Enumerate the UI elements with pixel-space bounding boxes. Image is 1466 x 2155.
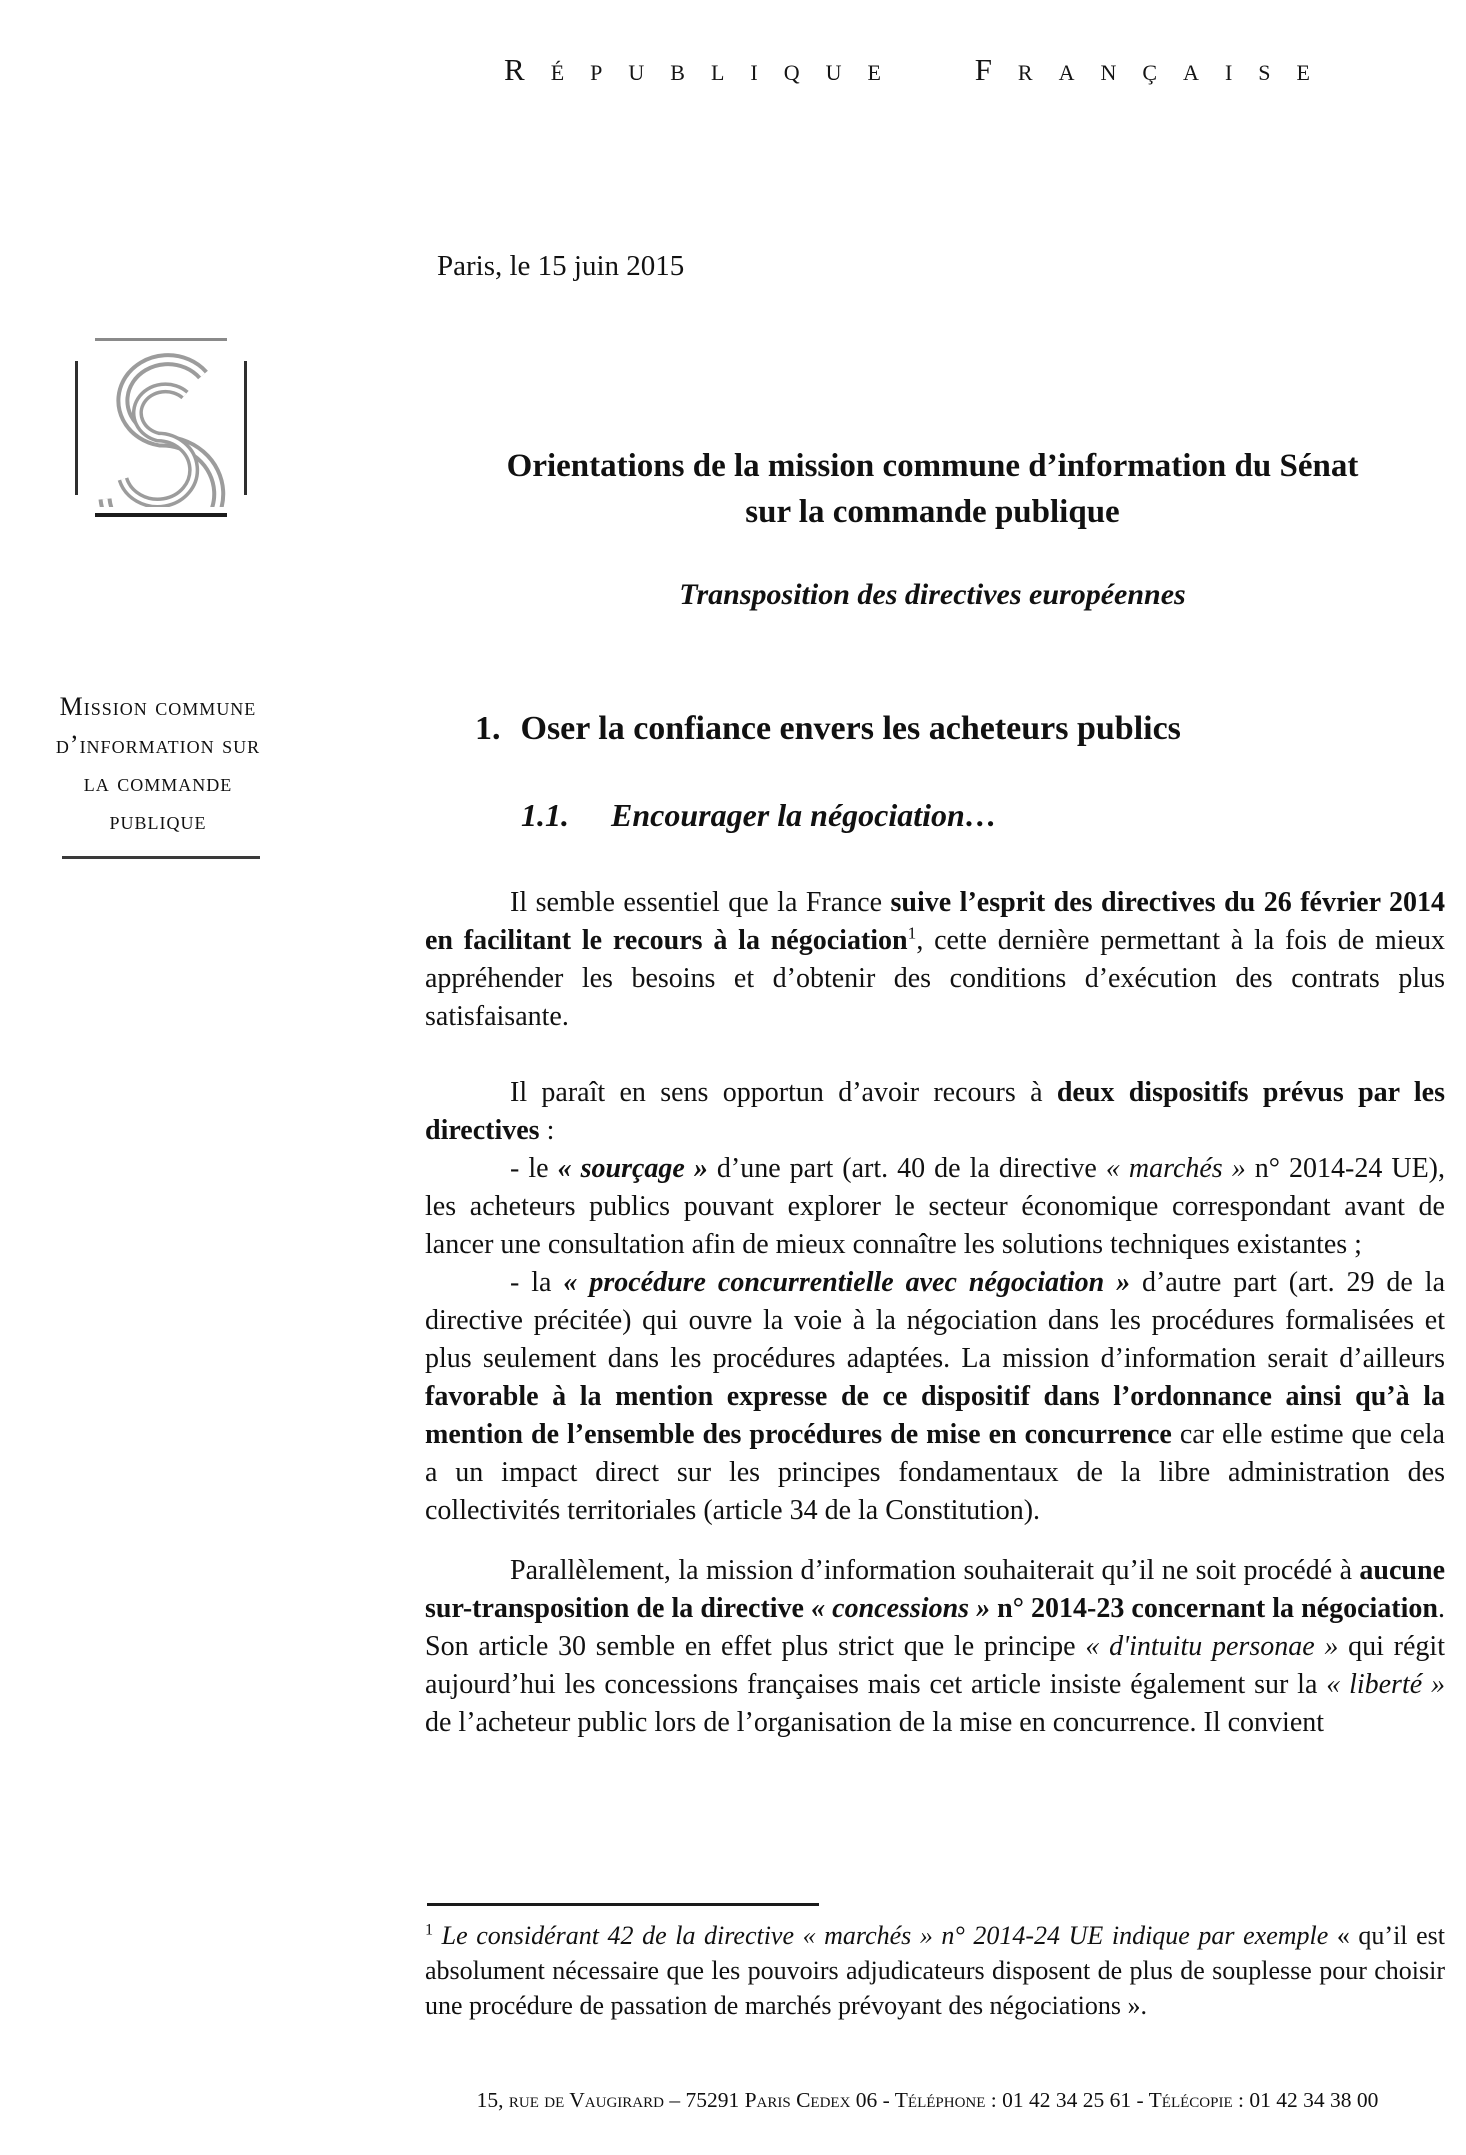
section-1-1-number: 1.1. xyxy=(521,797,569,833)
logo-left-bar xyxy=(75,361,78,495)
section-1-1-heading xyxy=(521,797,997,834)
senat-logo xyxy=(75,335,247,517)
footnote-1: $^1$ Le considérant 42 de la directive « marchés » n° 2014-24 UE indique par exemple « qu’il est absolument nécessaire que les pouvoirs adjudicateurs disposent de plus de souplesse pour choisir une procédure de passation de marchés prévoyant des négociations ». xyxy=(425,1921,1445,2020)
senat-spiral-icon xyxy=(81,347,241,507)
paragraph-2: Il paraît en sens opportun d’avoir recours à deux dispositifs prévus par les directives : xyxy=(425,1077,1446,1146)
logo-right-bar xyxy=(244,361,247,495)
paragraph-1: Il semble essentiel que la France suive l’esprit des directives du 26 février 2014 en facilitant le recours à la négociation$^1$, cette dernière permettant à la fois de mieux appréhender les besoins et d’obtenir des conditions d’exécution des contrats plus satisfaisante. xyxy=(425,887,1445,1032)
body-text-column xyxy=(425,884,1445,1742)
sidebar-caption-rule xyxy=(62,856,260,859)
footnote-separator-rule xyxy=(427,1903,819,1906)
sidebar-caption: Mission commune d’information sur la commande publique xyxy=(55,692,261,835)
paragraph-3: Parallèlement, la mission d’information souhaiterait qu’il ne soit procédé à aucune sur-transposition de la directive « concessions » n° 2014-23 concernant la négociation. Son article 30 semble en effet plus strict que le principe « d'intuitu personae » qui régit aujourd’hui les concessions françaises mais cet article insiste également sur la « liberté » de l’acheteur public lors de l’organisation de la mise en concurrence. Il convient xyxy=(425,1555,1445,1738)
footer-address: 15, rue de Vaugirard – 75291 Paris Cedex 06 - Téléphone : 01 42 34 25 61 - Télécopie : 01 42 34 38 00 xyxy=(476,2088,1379,2112)
list-item-procedure-concurrentielle: - la « procédure concurrentielle avec négociation » d’autre part (art. 29 de la directive précitée) qui ouvre la voie à la négociation dans les procédures formalisées et plus seulement dans les procédures adaptées. La mission d’information serait d’ailleurs favorable à la mention expresse de ce dispositif dans l’ordonnance ainsi qu’à la mention de l’ensemble des procédures de mise en concurrence car elle estime que cela a un impact direct sur les principes fondamentaux de la libre administration des collectivités territoriales (article 34 de la Constitution). xyxy=(425,1267,1446,1526)
letterhead-text: République Française xyxy=(504,52,1336,87)
logo-bottom-rule xyxy=(95,513,227,517)
section-1-heading xyxy=(475,710,1181,748)
section-1-1-title: Encourager la négociation… xyxy=(611,797,997,833)
section-1-number: 1. xyxy=(475,710,501,747)
section-1-title: Oser la confiance envers les acheteurs publics xyxy=(520,710,1181,747)
logo-top-rule xyxy=(95,338,227,341)
document-subtitle: Transposition des directives européennes xyxy=(679,578,1186,611)
date-line: Paris, le 15 juin 2015 xyxy=(437,250,685,282)
list-item-sourcage: - le « sourçage » d’une part (art. 40 de la directive « marchés » n° 2014-24 UE), les acheteurs publics pouvant explorer le secteur économique correspondant avant de lancer une consultation afin de mieux connaître les solutions techniques existantes ; xyxy=(425,1153,1445,1260)
document-title: Orientations de la mission commune d’information du Sénat sur la commande publique xyxy=(506,448,1359,530)
